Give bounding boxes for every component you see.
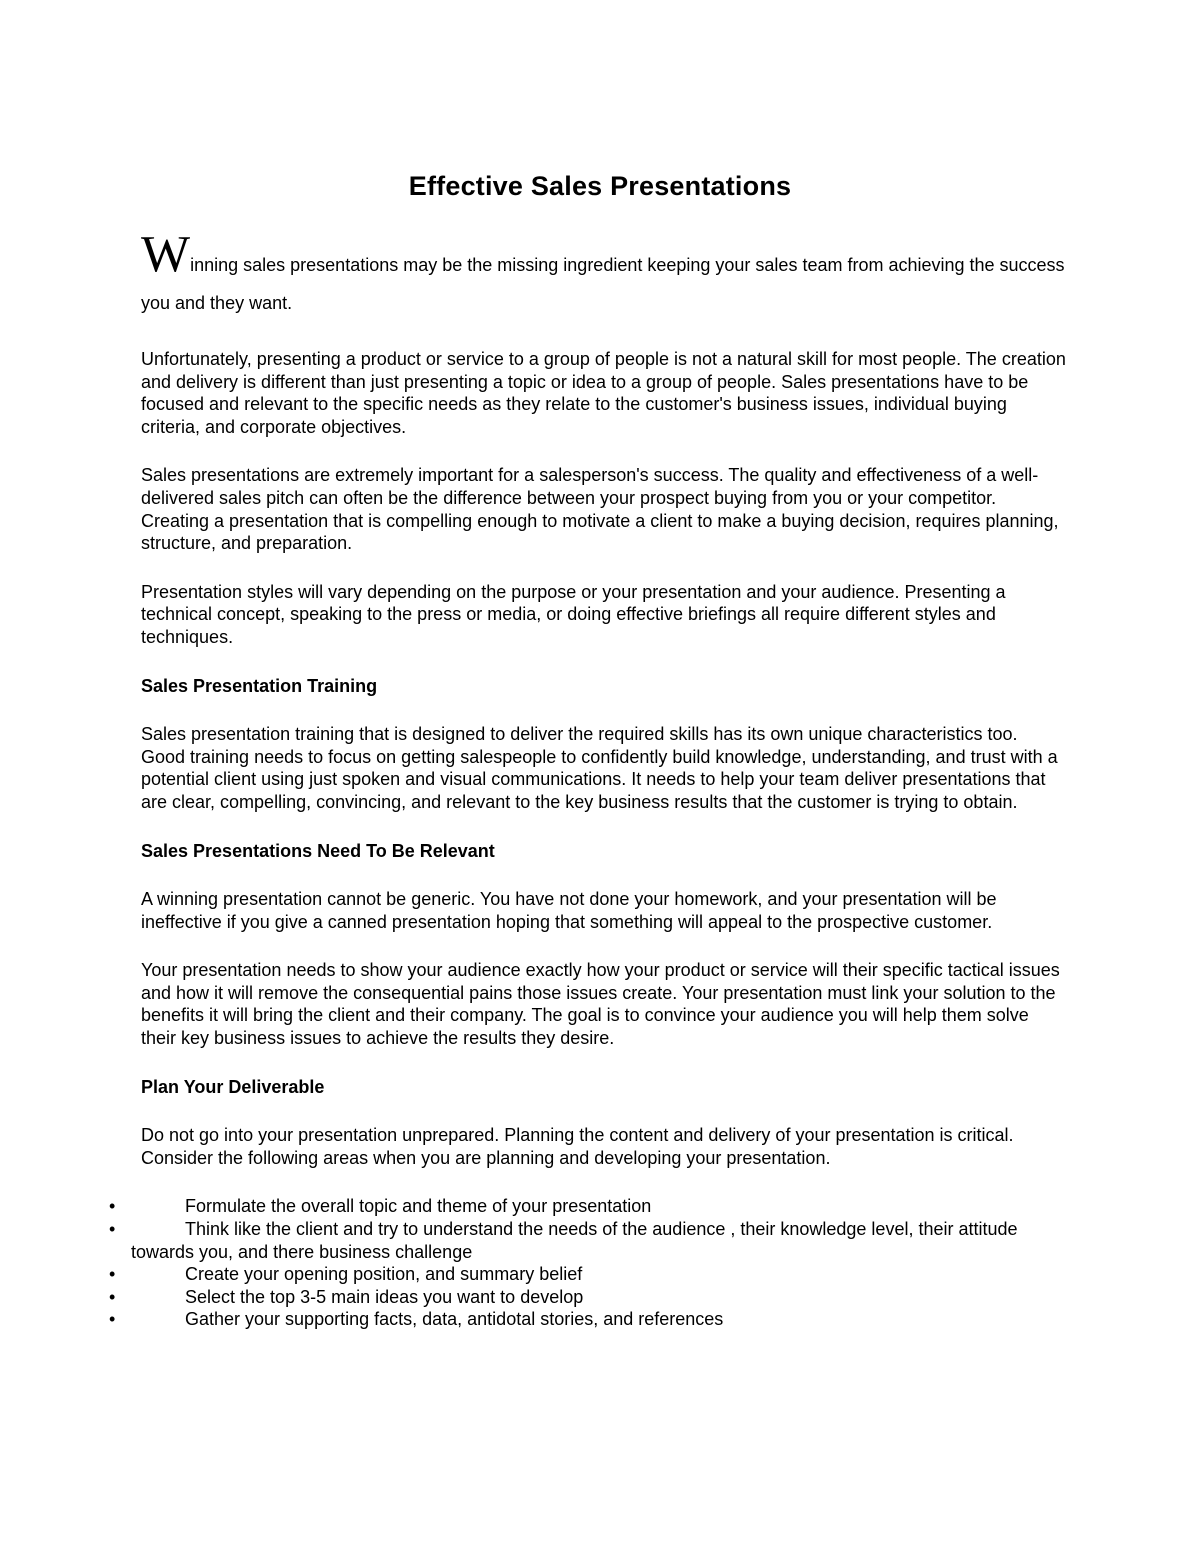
list-item-text: Gather your supporting facts, data, antidotal stories, and references	[185, 1309, 724, 1330]
paragraph: Presentation styles will vary depending on the purpose or your presentation and your audience. Presenting a technical concept, speaking to the press or media, or doing effective briefings all require different styles and techniques.	[141, 581, 1006, 647]
section-heading-plan: Plan Your Deliverable	[141, 1076, 325, 1097]
document-title: Effective Sales Presentations	[408, 171, 792, 201]
list-item	[109, 1308, 1050, 1331]
paragraph: Your presentation needs to show your audience exactly how your product or service will their specific tactical issues and how it will remove the consequential pains those issues create. Your presentation must link your solution to the benefits it will bring the client and their company. The goal is to convince your audience you will help them solve their key business issues to achieve the results they desire.	[141, 960, 1060, 1049]
list-item-text: Create your opening position, and summary belief	[185, 1264, 583, 1285]
bullet-icon: •	[109, 1264, 116, 1285]
intro-paragraph	[141, 226, 1066, 322]
paragraph: Do not go into your presentation unprepared. Planning the content and delivery of your presentation is critical. Consider the following areas when you are planning and developing your presentation.	[141, 1125, 1014, 1168]
paragraph: A winning presentation cannot be generic. You have not done your homework, and your presentation will be ineffective if you give a canned presentation hoping that something will appeal to the prospective customer.	[141, 889, 997, 932]
list-item-text: Formulate the overall topic and theme of your presentation	[185, 1196, 652, 1217]
bullet-icon: •	[109, 1196, 116, 1217]
document-body	[109, 226, 1066, 1331]
intro-text: inning sales presentations may be the missing ingredient keeping your sales team from achieving the success you and they want.	[141, 255, 1065, 313]
bullet-icon: •	[109, 1286, 116, 1307]
paragraph: Sales presentation training that is designed to deliver the required skills has its own unique characteristics too. Good training needs to focus on getting salespeople to confidently build knowledge, understanding, and trust with a potential client using just spoken and visual communications. It needs to help your team deliver presentations that are clear, compelling, convincing, and relevant to the key business results that the customer is trying to obtain.	[141, 724, 1058, 812]
bullet-list	[109, 1195, 1050, 1331]
list-item-text: Select the top 3-5 main ideas you want to develop	[185, 1286, 584, 1307]
list-item	[109, 1218, 1050, 1263]
section-heading-relevant: Sales Presentations Need To Be Relevant	[141, 840, 495, 861]
list-item	[109, 1286, 1050, 1309]
drop-cap: W	[141, 226, 191, 283]
paragraph: Unfortunately, presenting a product or service to a group of people is not a natural skill for most people. The creation and delivery is different than just presenting a topic or idea to a group of people. Sales presentations have to be focused and relevant to the specific needs as they relate to the customer's business issues, individual buying criteria, and corporate objectives.	[141, 349, 1066, 437]
bullet-icon: •	[109, 1309, 116, 1330]
list-item-text: Think like the client and try to understand the needs of the audience , their knowledge level, their attitude towards you, and there business challenge	[131, 1219, 1018, 1262]
list-item	[109, 1263, 1050, 1286]
section-heading-training: Sales Presentation Training	[141, 675, 378, 696]
paragraph: Sales presentations are extremely important for a salesperson's success. The quality and effectiveness of a well-delivered sales pitch can often be the difference between your prospect buying from you or your competitor. Creating a presentation that is compelling enough to motivate a client to make a buying decision, requires planning, structure, and preparation.	[141, 465, 1059, 554]
list-item	[109, 1195, 1050, 1218]
bullet-icon: •	[109, 1219, 116, 1240]
